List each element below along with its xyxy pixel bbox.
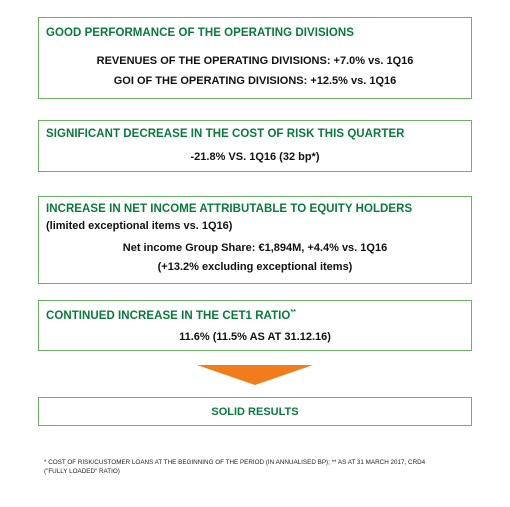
cet1-ratio-title-text: CONTINUED INCREASE IN THE CET1 RATIO [46,309,291,322]
net-income-title: INCREASE IN NET INCOME ATTRIBUTABLE TO EQUITY HOLDERS [46,203,413,215]
net-income-box [38,196,472,284]
cet1-ratio-line: 11.6% (11.5% AS AT 31.12.16) [179,331,331,343]
operating-divisions-box [38,17,472,99]
operating-divisions-title: GOOD PERFORMANCE OF THE OPERATING DIVISIONS [46,27,354,39]
footnote-line-2: ("FULLY LOADED" RATIO) [44,468,120,475]
footnote-line-1: * COST OF RISK/CUSTOMER LOANS AT THE BEGINNING OF THE PERIOD (IN ANNUALISED BP); ** AS AT 31 MARCH 2017, CRD4 [44,459,426,466]
footnote [44,458,444,476]
net-income-line: Net income Group Share: €1,894M, +4.4% vs. 1Q16 [122,242,388,254]
cet1-ratio-title [46,309,296,322]
net-income-subtitle: (limited exceptional items vs. 1Q16) [46,220,233,232]
solid-results-title: SOLID RESULTS [211,406,299,418]
cet1-footnote-marker: ** [290,309,296,316]
exceptional-items-line: (+13.2% excluding exceptional items) [157,261,353,273]
revenues-line: REVENUES OF THE OPERATING DIVISIONS: +7.0% vs. 1Q16 [96,55,414,67]
cost-of-risk-line: -21.8% VS. 1Q16 (32 bp*) [190,151,320,163]
down-arrow-icon [197,365,313,385]
cet1-ratio-box [38,300,472,351]
cost-of-risk-title: SIGNIFICANT DECREASE IN THE COST OF RISK THIS QUARTER [46,128,405,140]
solid-results-box [38,397,472,426]
goi-line: GOI OF THE OPERATING DIVISIONS: +12.5% vs. 1Q16 [113,75,397,87]
cost-of-risk-box [38,120,472,172]
